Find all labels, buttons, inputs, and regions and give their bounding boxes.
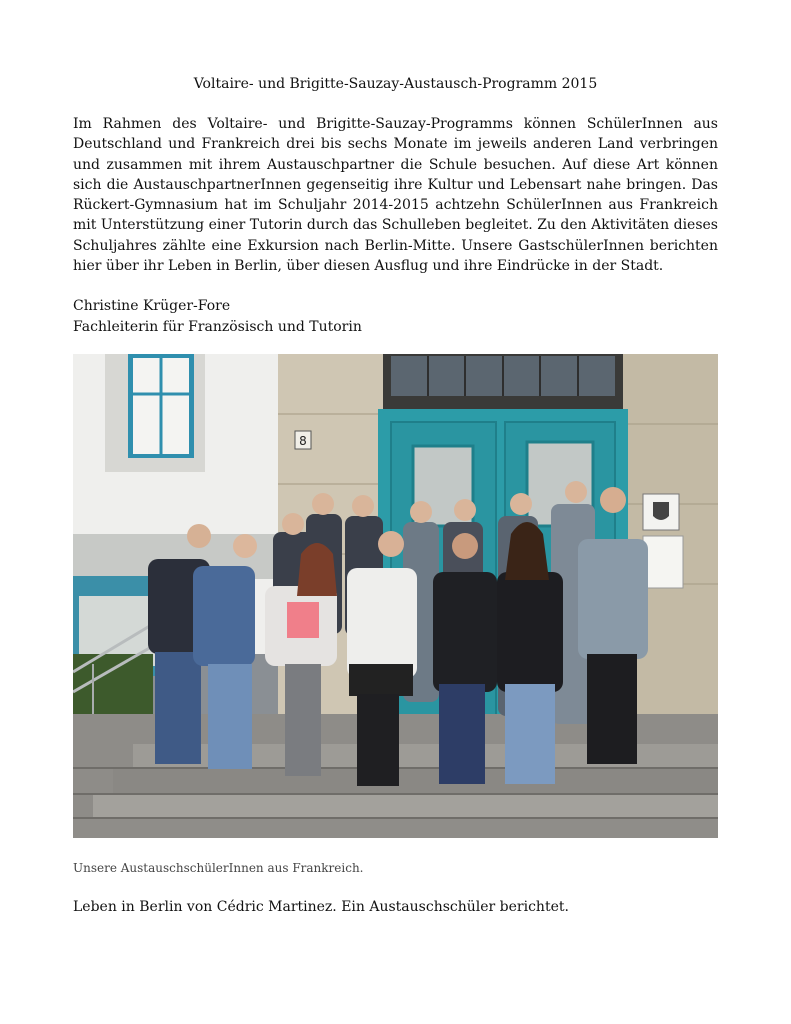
article-subheading: Leben in Berlin von Cédric Martinez. Ein Austauschschüler berichtet.: [73, 899, 569, 915]
author-block: [73, 296, 718, 337]
document-title: Voltaire- und Brigitte-Sauzay-Austausch-Programm 2015: [193, 76, 598, 92]
photo-caption: Unsere AustauschschülerInnen aus Frankreich.: [73, 861, 364, 875]
group-photo-illustration: [73, 354, 718, 838]
author-role: Fachleiterin für Französisch und Tutorin: [73, 318, 362, 335]
house-number: 8: [299, 434, 307, 448]
author-name: Christine Krüger-Fore: [73, 298, 231, 314]
group-photo: [73, 354, 718, 838]
intro-paragraph: Im Rahmen des Voltaire- und Brigitte-Sauzay-Programms können SchülerInnen aus Deutschland und Frankreich drei bis sechs Monate im jeweils anderen Land verbringen und zusammen mit ihrem Austauschpartner die Schule besuchen. Auf diese Art können sich die AustauschpartnerInnen gegenseitig ihre Kultur und Lebensart nahe bringen. Das Rückert-Gymnasium hat im Schuljahr 2014-2015 achtzehn SchülerInnen aus Frankreich mit Unterstützung einer Tutorin durch das Schulleben begleitet. Zu den Aktivitäten dieses Schuljahres zählte eine Exkursion nach Berlin-Mitte. Unsere GastschülerInnen berichten hier über ihr Leben in Berlin, über diesen Ausflug und ihre Eindrücke in der Stadt.: [73, 116, 718, 275]
